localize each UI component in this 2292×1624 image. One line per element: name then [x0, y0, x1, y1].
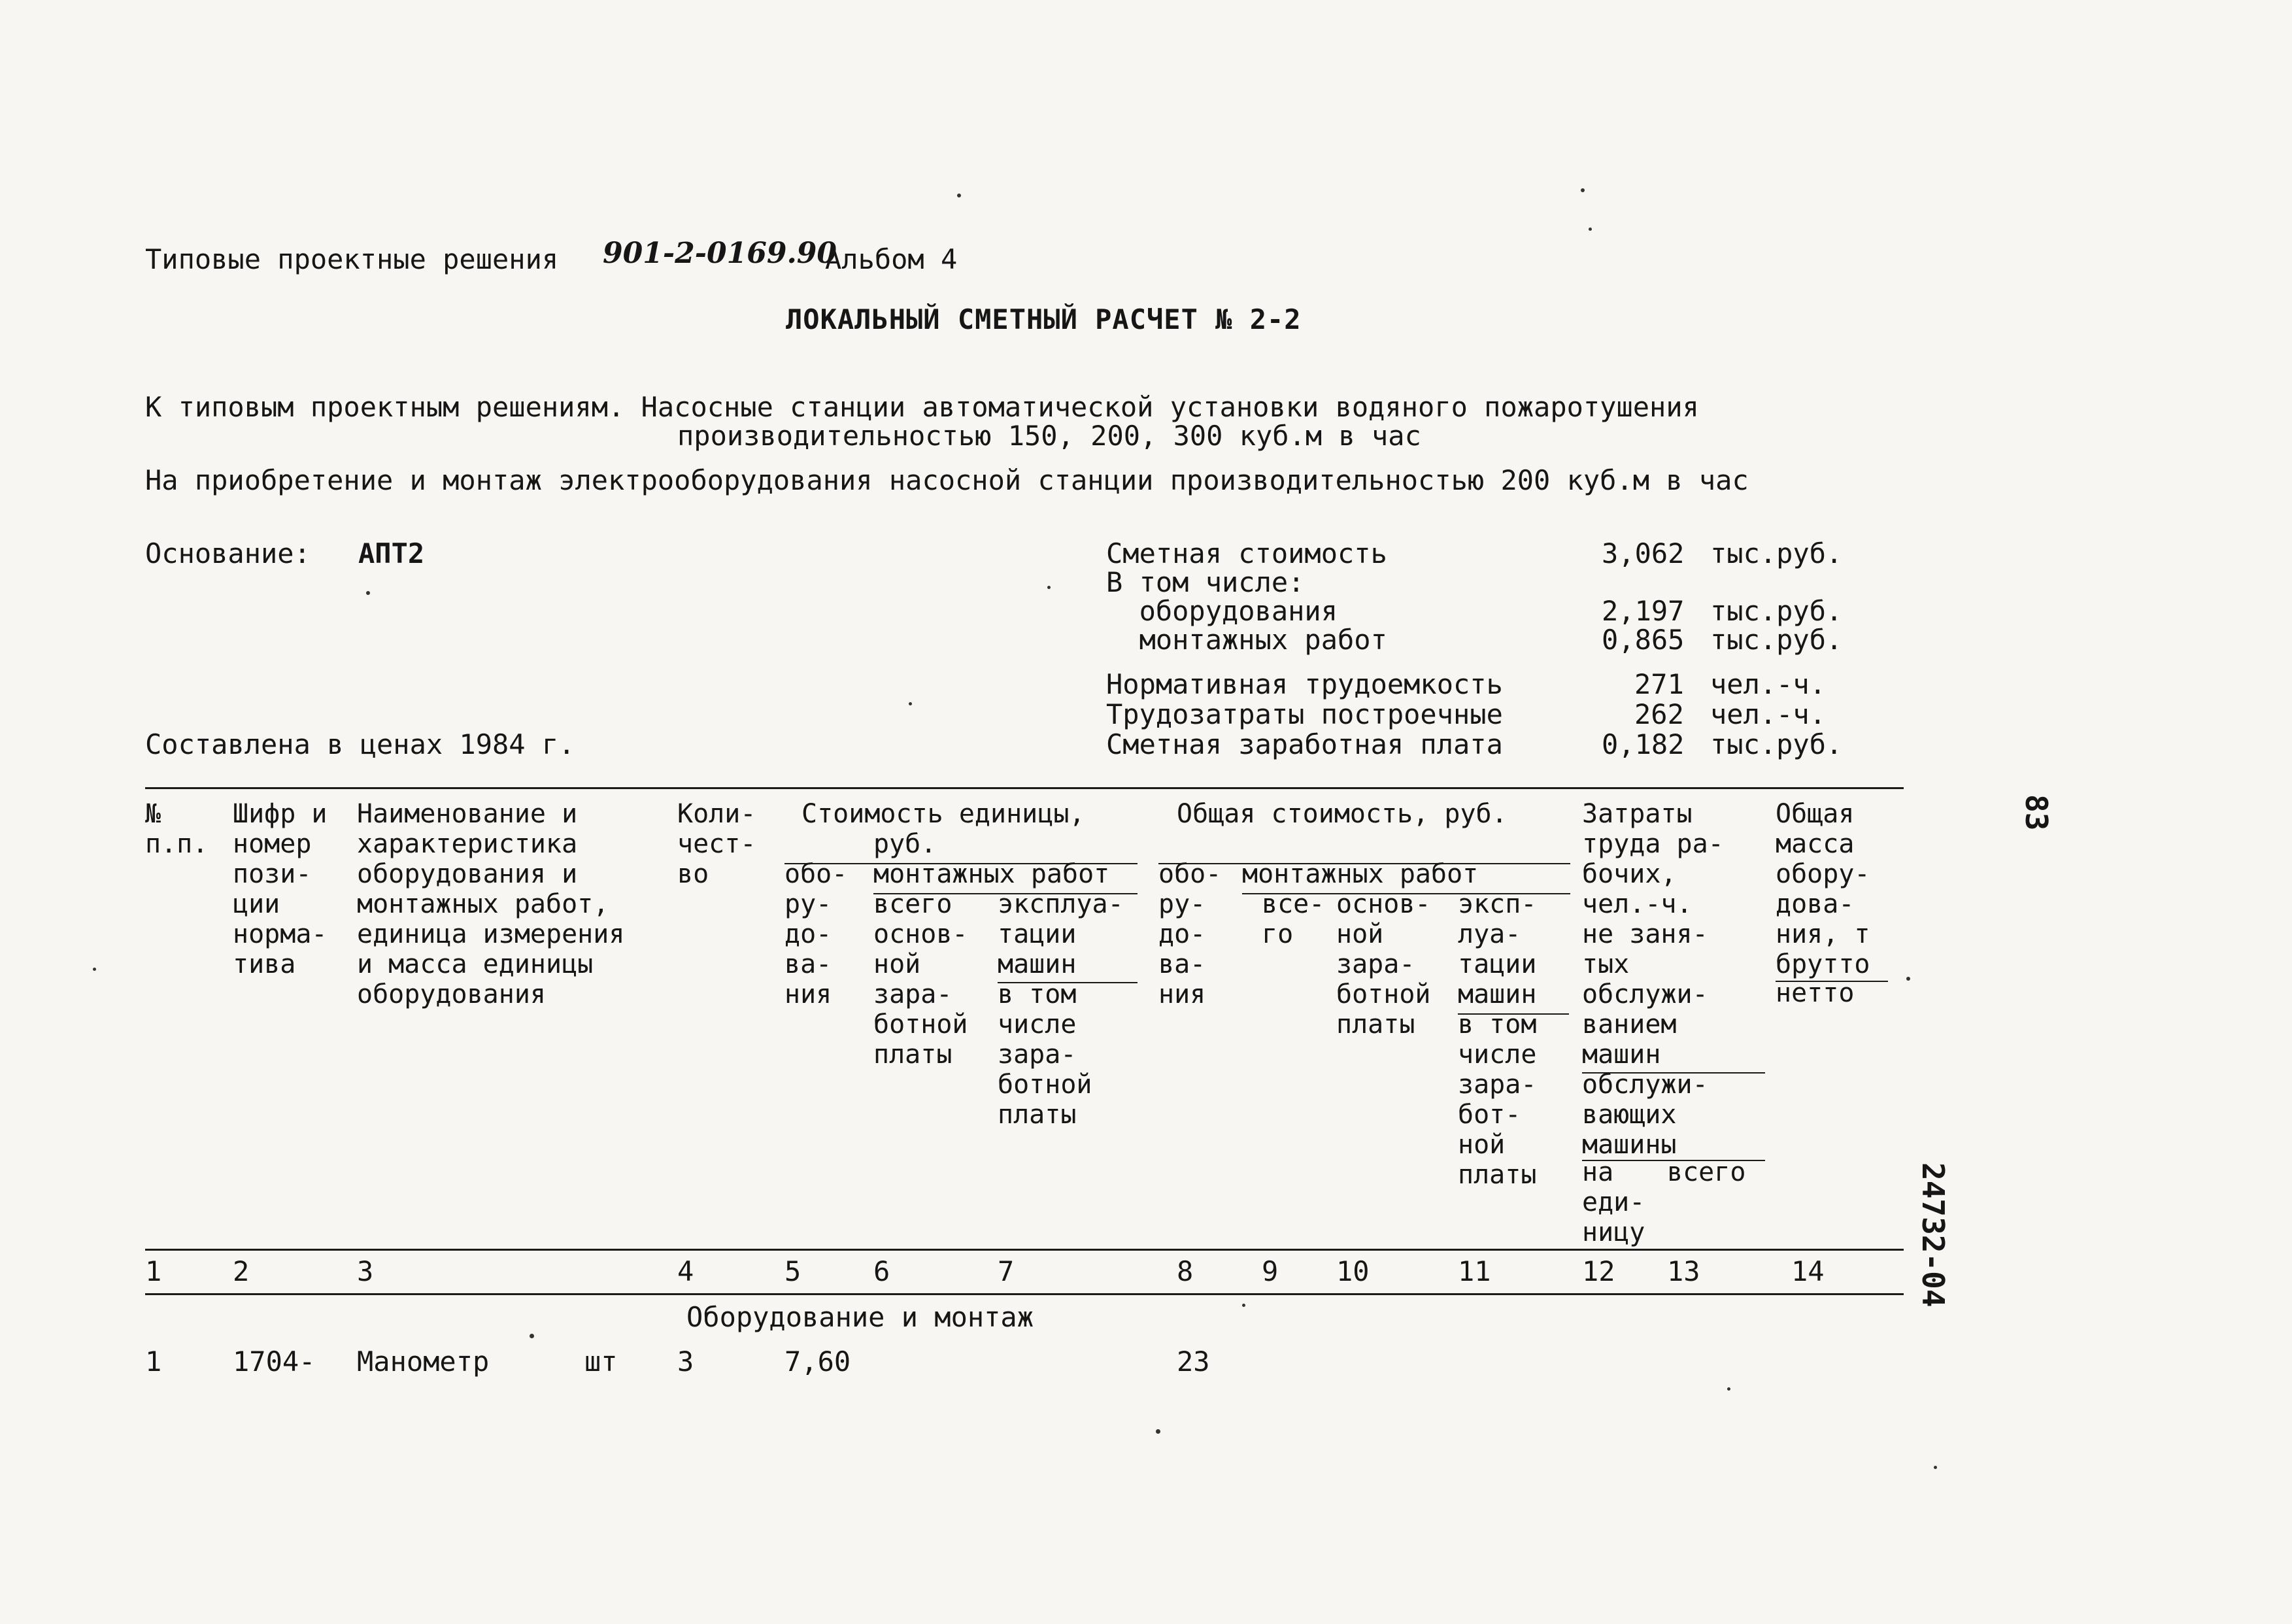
summary-label: Нормативная трудоемкость: [1106, 668, 1503, 700]
subject-line-2: производительностью 150, 200, 300 куб.м в час: [677, 420, 1421, 452]
column-number: 8: [1177, 1255, 1194, 1287]
header-c10: основ- ной зара- ботной платы: [1336, 889, 1431, 1040]
column-number: 9: [1262, 1255, 1279, 1287]
header-c12-top: Затраты труда ра- бочих, чел.-ч. не заня- тых обслужи- ванием машин: [1582, 799, 1724, 1070]
column-number: 6: [873, 1255, 890, 1287]
summary-value: 3,062: [1602, 537, 1685, 569]
row-name: Манометр: [357, 1345, 490, 1378]
row-code: 1704-: [233, 1345, 316, 1378]
scan-speck: [1581, 188, 1585, 192]
column-number: 7: [998, 1255, 1015, 1287]
row-unit: шт: [584, 1345, 618, 1378]
column-number: 10: [1336, 1255, 1370, 1287]
column-number: 11: [1458, 1255, 1491, 1287]
summary-label: Трудозатраты построечные: [1106, 698, 1503, 730]
row-unit-equipment-cost: 7,60: [784, 1345, 851, 1378]
scan-speck: [1727, 1387, 1730, 1391]
scan-speck: [530, 1334, 534, 1338]
scan-speck: [1934, 1466, 1937, 1469]
header-c7-top: эксплуа- тации машин: [998, 889, 1124, 979]
purpose-line: На приобретение и монтаж электрооборудования насосной станции производительностью 200 куб.м в час: [145, 464, 1749, 496]
column-number: 12: [1582, 1255, 1615, 1287]
summary-label: Сметная заработная плата: [1106, 728, 1503, 760]
header-total-cost: Общая стоимость, руб.: [1177, 799, 1508, 829]
summary-unit: тыс.руб.: [1710, 595, 1843, 627]
scan-speck: [366, 591, 370, 595]
column-numbers-rule: [145, 1293, 1904, 1295]
header-c4: Коли- чест- во: [677, 799, 756, 889]
summary-label: монтажных работ: [1106, 624, 1387, 656]
header-c1: № п.п.: [145, 799, 209, 859]
project-code: 901-2-0169.90: [603, 237, 837, 270]
summary-unit: чел.-ч.: [1710, 698, 1827, 730]
summary-unit: тыс.руб.: [1710, 624, 1843, 656]
prices-note: Составлена в ценах 1984 г.: [145, 728, 575, 760]
header-mount-works-2: монтажных работ: [1242, 859, 1479, 889]
header-c12-mid: обслужи- вающих машины: [1582, 1070, 1708, 1160]
summary-value: 0,865: [1602, 624, 1685, 656]
scan-speck: [1589, 228, 1592, 231]
scan-speck: [1047, 586, 1051, 589]
subject-line-1: К типовым проектным решениям. Насосные станции автоматической установки водяного пожаротушения: [145, 391, 1699, 423]
scan-speck: [1156, 1429, 1160, 1434]
summary-value: 0,182: [1602, 728, 1685, 760]
column-number: 3: [357, 1255, 374, 1287]
document-title: ЛОКАЛЬНЫЙ СМЕТНЫЙ РАСЧЕТ № 2-2: [786, 303, 1302, 335]
header-c14-top: Общая масса обору- дова- ния, т брутто: [1776, 799, 1870, 979]
header-bottom-rule: [145, 1249, 1904, 1251]
header-c7: в том числе зара- ботной платы: [998, 979, 1092, 1130]
summary-unit: тыс.руб.: [1710, 728, 1843, 760]
page-mark: 83: [2019, 794, 2054, 831]
summary-unit: тыс.руб.: [1710, 537, 1843, 569]
header-c5: обо- ру- до- ва- ния: [784, 859, 848, 1009]
inventory-number: 24732-04: [1915, 1162, 1951, 1308]
row-total-equipment-cost: 23: [1177, 1345, 1210, 1378]
column-number: 4: [677, 1255, 694, 1287]
scan-speck: [1242, 1304, 1245, 1307]
header-unit-cost: Стоимость единицы,: [801, 799, 1085, 829]
row-number: 1: [145, 1345, 162, 1378]
header-c12-on: на еди- ницу: [1582, 1157, 1645, 1247]
summary-value: 2,197: [1602, 595, 1685, 627]
row-qty: 3: [677, 1345, 694, 1378]
basis-label: Основание:: [145, 537, 311, 569]
album-label: Альбом 4: [825, 243, 958, 275]
header-c11-top: эксп- луа- тации машин: [1458, 889, 1537, 1009]
scan-speck: [93, 968, 96, 971]
header-c14: нетто: [1776, 978, 1855, 1008]
scan-speck: [957, 194, 961, 197]
header-c6: основ- ной зара- ботной платы: [873, 919, 968, 1070]
header-unit-cost-rub: руб.: [873, 829, 937, 859]
series-label: Типовые проектные решения: [145, 243, 559, 275]
basis-value: АПТ2: [358, 537, 425, 569]
column-number: 1: [145, 1255, 162, 1287]
section-title: Оборудование и монтаж: [686, 1301, 1034, 1333]
header-c6-top: всего: [873, 889, 952, 919]
header-c3: Наименование и характеристика оборудования и монтажных работ, единица измерения и масса единицы оборудования: [357, 799, 625, 1009]
header-c2: Шифр и номер пози- ции норма- тива: [233, 799, 328, 979]
scan-speck: [1906, 977, 1910, 981]
column-number: 2: [233, 1255, 250, 1287]
header-c11: в том числе зара- бот- ной платы: [1458, 1009, 1537, 1190]
summary-label: оборудования: [1106, 595, 1338, 627]
header-mount-works: монтажных работ: [873, 859, 1110, 889]
summary-unit: чел.-ч.: [1710, 668, 1827, 700]
summary-label: В том числе:: [1106, 566, 1305, 598]
summary-label: Сметная стоимость: [1106, 537, 1387, 569]
header-c13-all: всего: [1667, 1157, 1746, 1187]
summary-value: 271: [1634, 668, 1684, 700]
header-c9: все- го: [1262, 889, 1325, 949]
column-number: 13: [1667, 1255, 1700, 1287]
column-number: 5: [784, 1255, 801, 1287]
header-c8: обо- ру- до- ва- ния: [1158, 859, 1222, 1009]
column-number: 14: [1791, 1255, 1825, 1287]
table-top-rule: [145, 787, 1904, 789]
scan-speck: [909, 702, 912, 705]
summary-value: 262: [1634, 698, 1684, 730]
